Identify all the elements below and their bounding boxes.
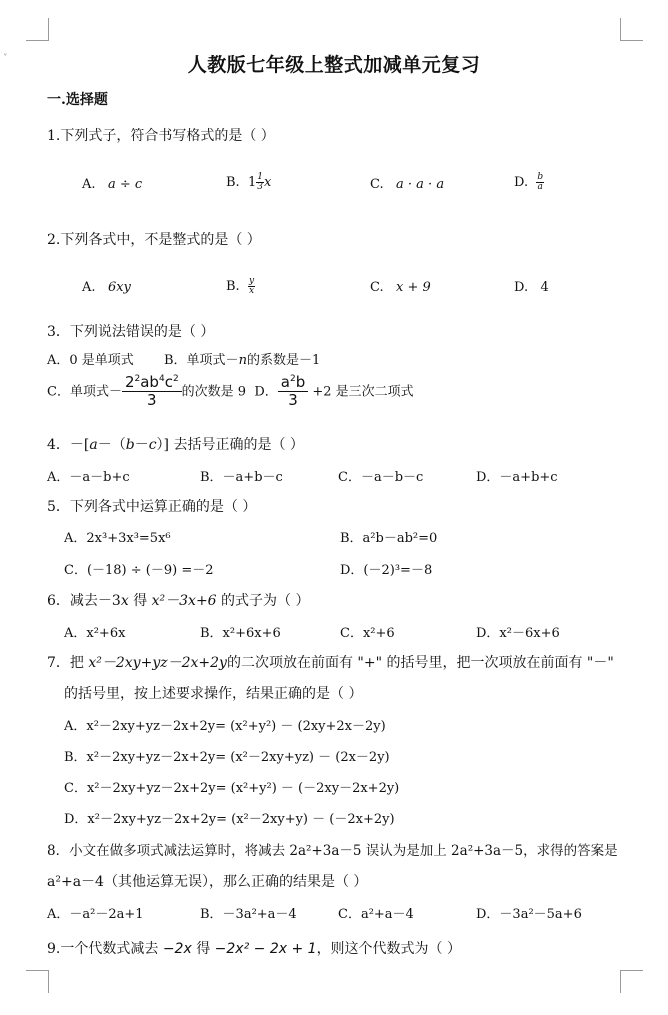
q3-c-pre: C．单项式－ [47,384,122,400]
q1-b-letter: B. [226,175,240,190]
q2-c-letter: C. [370,280,384,295]
q3-option-c [47,374,414,410]
q9-post: ，则这个代数式为（ ） [316,941,462,957]
q1-a-expr: a ÷ c [107,177,143,192]
q4-stem-mid: －（ [97,437,126,453]
q1-b-num: 1 [257,172,263,182]
q2-c-expr: x + 9 [396,280,431,295]
q6-stem [47,590,310,610]
q1-d-fraction [536,173,544,192]
section-heading: 一.选择题 [47,92,108,108]
corner-mark-top-right [620,18,643,41]
q4-option-a: A．－a－b+c [47,470,130,485]
q6-option-c: C．x²+6 [340,626,395,641]
q4-option-b: B．－a+b－c [200,470,283,485]
q3-d-fraction [278,374,308,410]
q3-b-pre: B．单项式－ [164,353,239,368]
q2-a-expr: 6xy [107,280,131,295]
q1-a-letter: A. [82,177,96,192]
q1-d-num: b [537,172,544,182]
q4-stem-b: b [125,437,135,453]
q3-c-post: 的次数是 9 [181,384,247,400]
q5-option-c: C．(－18) ÷ (－9) =－2 [64,563,214,578]
q6-option-a: A．x²+6x [64,626,126,641]
margin-arrow-icon: ˅ [3,54,8,64]
q1-option-c [370,177,444,192]
q6-option-b: B．x²+6x+6 [200,626,281,641]
q2-a-letter: A. [82,280,96,295]
q9-expr-1: −2x [162,941,192,957]
q4-stem-post: ）] 去括号正确的是（ ） [156,437,304,453]
q4-stem [47,434,304,454]
q8-option-c: C．a²+a－4 [338,907,414,922]
q7-option-c: C．x²－2xy+yz－2x+2y= (x²+y²) － (－2xy－2x+2y) [64,781,400,796]
q1-c-letter: C. [370,177,384,192]
q5-option-d: D．(－2)³=－8 [340,563,433,578]
q3-stem: 3．下列说法错误的是（ ） [47,324,215,340]
q1-option-a [82,177,142,192]
q6-stem-expr: x²－3x+6 [151,593,217,609]
q6-stem-post: 的式子为（ ） [221,593,310,609]
q2-option-b [226,277,255,296]
q2-option-a [82,280,131,295]
q4-option-d: D．－a+b+c [476,470,558,485]
q1-stem: 1.下列式子，符合书写格式的是（ ） [47,128,275,144]
q4-stem-a: a [89,437,98,453]
q6-stem-var: x [120,593,129,609]
q1-option-d [514,173,544,192]
corner-mark-bottom-left [26,970,49,993]
q9-expr-2: −2x² − 2x + 1 [214,941,317,957]
q3-d-numerator: $a^2b$ [278,374,308,392]
q2-b-den: x [248,286,255,296]
corner-mark-top-left [26,18,49,41]
q2-d-letter: D. [514,280,529,295]
q8-option-a: A．－a²－2a+1 [47,907,144,922]
q3-b-post: 的系数是－1 [246,353,321,368]
q7-line-2: 的括号里，按上述要求操作，结果正确的是（ ） [64,686,363,702]
q3-d-pre: D． [254,384,278,400]
q2-b-letter: B. [226,279,240,294]
q7-line-1 [47,652,614,672]
q1-option-b [226,173,271,192]
q9-pre: 9.一个代数式减去 [47,941,159,957]
q1-b-fraction [256,173,264,192]
q5-stem: 5．下列各式中运算正确的是（ ） [47,499,257,515]
q1-c-expr: a · a · a [396,177,445,192]
q9-stem [47,938,461,958]
q8-option-d: D．－3a²－5a+6 [476,907,582,922]
q3-d-post: +2 是三次二项式 [312,384,414,400]
q3-b-var: n [238,353,247,368]
q2-stem: 2.下列各式中，不是整式的是（ ） [47,232,261,248]
corner-mark-bottom-right [620,970,643,993]
q4-option-c: C．－a－b－c [338,470,424,485]
q6-option-d: D．x²－6x+6 [476,626,560,641]
q3-c-numerator: $2^2ab^4c^2$ [122,374,182,392]
q1-b-den: 3 [257,182,263,192]
q7-option-a: A．x²－2xy+yz－2x+2y= (x²+y²) － (2xy+2x－2y) [64,719,386,734]
q3-option-b [164,349,320,368]
q4-stem-pre: 4．－[ [47,437,90,453]
q2-d-expr: 4 [540,280,549,295]
q7-line1-post: 的二次项放在前面有 "+" 的括号里，把一次项放在前面有 "－" [226,655,614,671]
q6-stem-mid: 得 [133,593,148,609]
q1-d-den: a [537,182,543,192]
q5-option-a: A．2x³+3x³=5x⁶ [64,531,171,546]
q1-d-letter: D. [514,175,529,190]
q3-d-denominator: 3 [288,391,298,410]
q2-b-num: y [248,276,255,286]
q3-c-fraction [122,374,182,410]
q9-mid: 得 [196,941,211,957]
q3-c-denominator: 3 [147,391,157,410]
q2-b-fraction [248,277,255,296]
q8-option-b: B．－3a²+a－4 [200,907,297,922]
q4-stem-mid2: － [134,437,149,453]
q7-option-b: B．x²－2xy+yz－2x+2y= (x²－2xy+yz) － (2x－2y) [64,750,390,765]
q7-option-d: D．x²－2xy+yz－2x+2y= (x²－2xy+y) － (－2x+2y) [64,812,395,827]
q6-stem-pre: 6．减去－3 [47,593,121,609]
page-title: 人教版七年级上整式加减单元复习 [187,54,481,76]
q4-stem-c: c [148,437,157,453]
q2-option-d [514,280,549,295]
q1-b-int: 1 [247,175,257,190]
q7-line1-expr: x²－2xy+yz－2x+2y [88,655,227,671]
q2-option-c [370,280,431,295]
q8-line-2: a²+a－4（其他运算无误），那么正确的结果是（ ） [47,874,368,890]
q5-option-b: B．a²b－ab²=0 [340,531,438,546]
q8-line-1: 8．小文在做多项式减法运算时，将减去 2a²+3a－5 误认为是加上 2a²+3a－5，求得的答案是 [47,843,618,859]
q1-b-var: x [263,175,272,190]
q7-line1-pre: 7．把 [47,655,84,671]
q3-option-a: A．0 是单项式 [47,353,134,368]
